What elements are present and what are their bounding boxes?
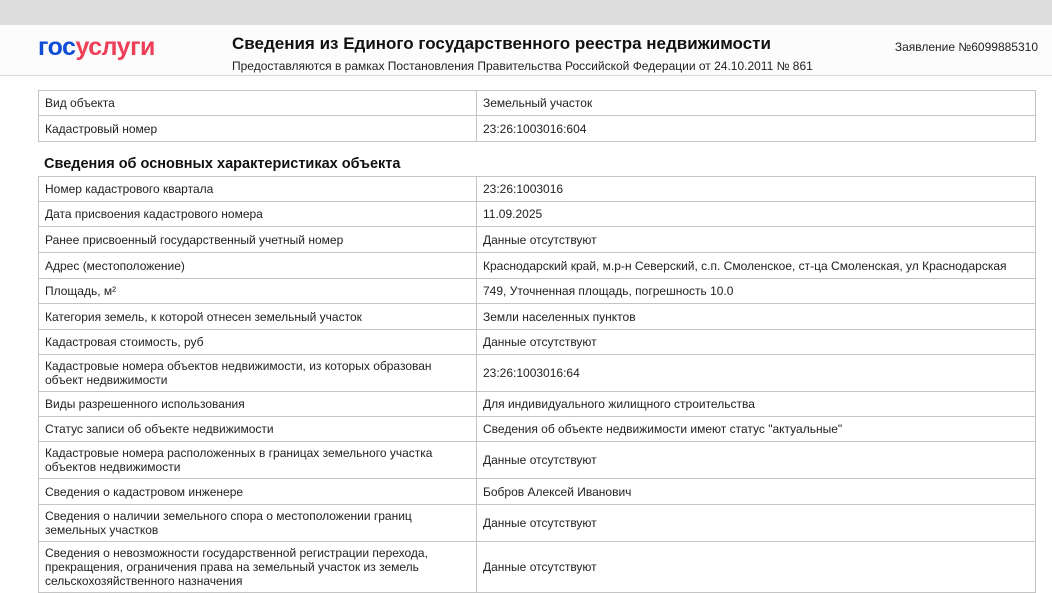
row-label: Статус записи об объекте недвижимости (39, 417, 477, 442)
row-value: 23:26:1003016:64 (477, 355, 1036, 392)
document-title: Сведения из Единого государственного реестра недвижимости (232, 34, 771, 53)
table-row (39, 177, 1036, 202)
row-label: Сведения о невозможности государственной регистрации перехода, прекращения, ограничения права на земельный участок из земель сельскохозяйственного назначения (39, 542, 477, 593)
row-label: Сведения о наличии земельного спора о местоположении границ земельных участков (39, 505, 477, 542)
characteristics-table (38, 176, 1036, 593)
row-label: Ранее присвоенный государственный учетный номер (39, 227, 477, 253)
row-label: Площадь, м² (39, 279, 477, 304)
table-row (39, 304, 1036, 330)
row-label: Виды разрешенного использования (39, 392, 477, 417)
section-title: Сведения об основных характеристиках объекта (44, 156, 401, 172)
table-row (39, 330, 1036, 355)
gosuslugi-logo[interactable]: госуслуги (38, 33, 155, 61)
row-label: Дата присвоения кадастрового номера (39, 202, 477, 227)
row-label: Кадастровая стоимость, руб (39, 330, 477, 355)
row-value: Сведения об объекте недвижимости имеют статус "актуальные" (477, 417, 1036, 442)
table-row (39, 202, 1036, 227)
row-value: Для индивидуального жилищного строительства (477, 392, 1036, 417)
row-value: Бобров Алексей Иванович (477, 479, 1036, 505)
table-row (39, 355, 1036, 392)
row-value: Данные отсутствуют (477, 442, 1036, 479)
row-label: Категория земель, к которой отнесен земельный участок (39, 304, 477, 330)
table-row (39, 542, 1036, 593)
table-row (39, 116, 1036, 142)
row-value: Земли населенных пунктов (477, 304, 1036, 330)
table-row (39, 392, 1036, 417)
row-value: 23:26:1003016 (477, 177, 1036, 202)
row-label: Кадастровые номера объектов недвижимости, из которых образован объект недвижимости (39, 355, 477, 392)
row-value: Данные отсутствуют (477, 330, 1036, 355)
table-row (39, 479, 1036, 505)
row-label: Адрес (местоположение) (39, 253, 477, 279)
object-table (38, 90, 1036, 142)
row-value: 11.09.2025 (477, 202, 1036, 227)
row-value: Краснодарский край, м.р-н Северский, с.п. Смоленское, ст-ца Смоленская, ул Краснодарская (477, 253, 1036, 279)
header (0, 25, 1052, 76)
table-row (39, 227, 1036, 253)
row-value: Данные отсутствуют (477, 505, 1036, 542)
row-label: Номер кадастрового квартала (39, 177, 477, 202)
application-number: Заявление №6099885310 (894, 40, 1038, 54)
table-row (39, 253, 1036, 279)
row-value: Земельный участок (477, 91, 1036, 116)
table-row (39, 279, 1036, 304)
table-row (39, 505, 1036, 542)
table-row (39, 442, 1036, 479)
top-bar (0, 0, 1052, 25)
row-label: Кадастровые номера расположенных в границах земельного участка объектов недвижимости (39, 442, 477, 479)
row-value: 23:26:1003016:604 (477, 116, 1036, 142)
row-label: Вид объекта (39, 91, 477, 116)
document-subtitle: Предоставляются в рамках Постановления Правительства Российской Федерации от 24.10.2011 № 861 (232, 59, 813, 73)
table-row (39, 91, 1036, 116)
table-row (39, 417, 1036, 442)
row-value: Данные отсутствуют (477, 542, 1036, 593)
row-value: Данные отсутствуют (477, 227, 1036, 253)
document-body (38, 90, 1036, 593)
row-label: Кадастровый номер (39, 116, 477, 142)
row-value: 749, Уточненная площадь, погрешность 10.0 (477, 279, 1036, 304)
row-label: Сведения о кадастровом инженере (39, 479, 477, 505)
